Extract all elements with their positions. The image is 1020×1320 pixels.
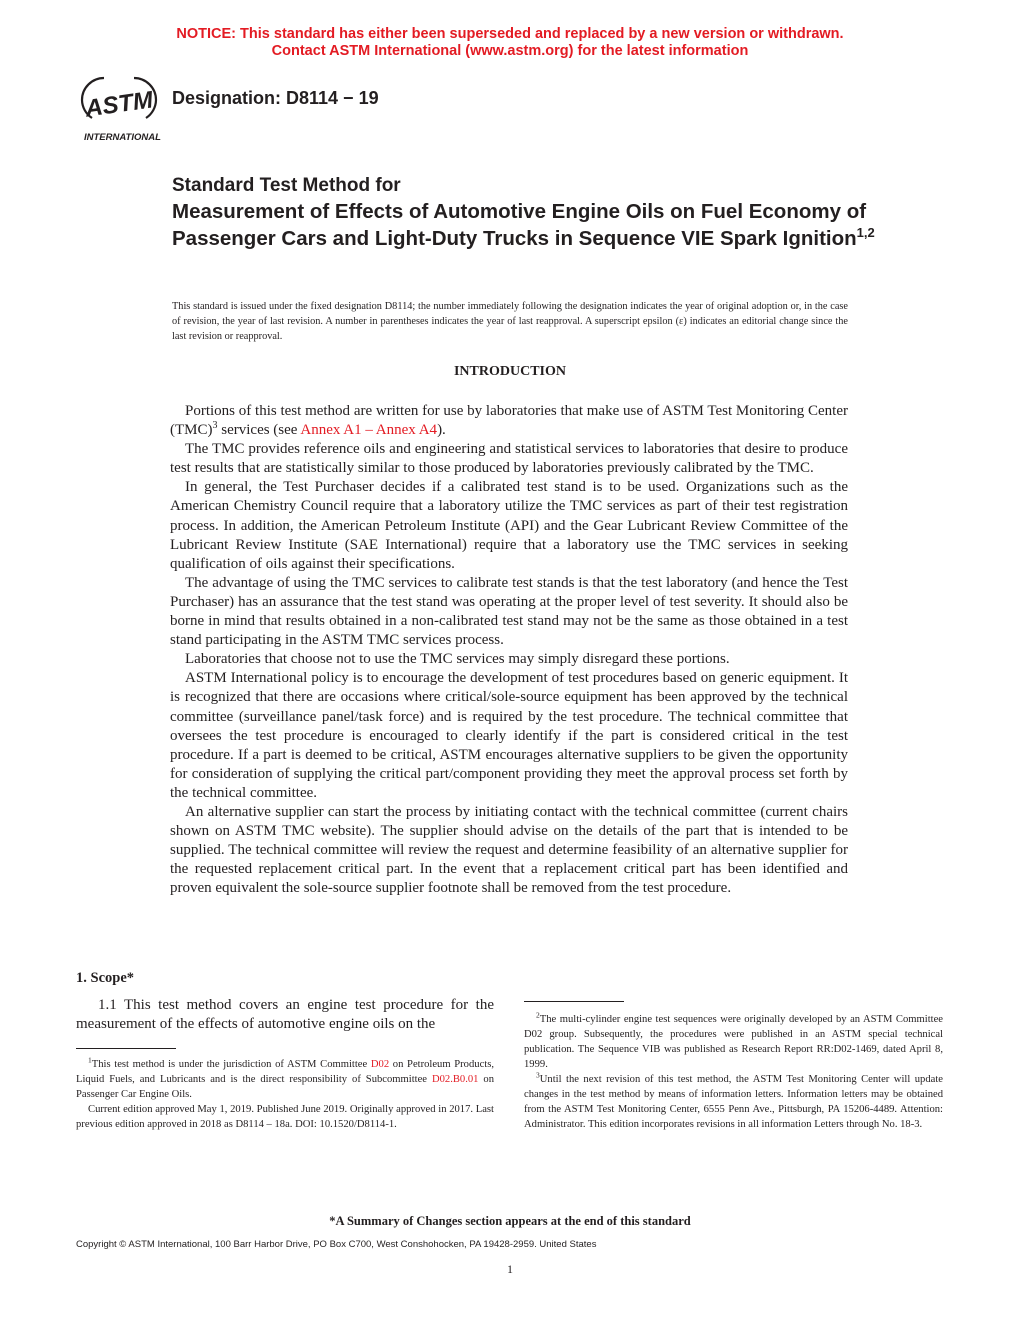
superseded-notice (0, 26, 1020, 60)
introduction-body (170, 402, 848, 898)
footnote-1: $^1$This test method is under the jurisdiction of ASTM Committee D02 on Petroleum Products, Liquid Fuels, and Lubricants and is the direct responsibility of Subcommittee D02.B0.01 on Passenger Car Engine Oils. (76, 1055, 495, 1100)
title-prefix: Standard Test Method for (172, 175, 401, 196)
designation: Designation: D8114 − 19 (172, 88, 379, 108)
intro-paragraph: The TMC provides reference oils and engineering and statistical services to laboratories that desire to produce test results that are statistically similar to those produced by laboratories previously calibrated by the TMC. (170, 441, 848, 477)
title-main (172, 198, 892, 252)
summary-of-changes-note: *A Summary of Changes section appears at the end of this standard (329, 1214, 691, 1228)
notice-line-2: Contact ASTM International (www.astm.org) for the latest information (271, 43, 749, 59)
astm-logo-subtext: INTERNATIONAL (84, 132, 161, 143)
subcommittee-link[interactable]: D02.B0.01 (431, 1074, 479, 1085)
footnotes-left (76, 1057, 494, 1132)
introduction-heading: INTRODUCTION (453, 364, 566, 379)
committee-link[interactable]: D02 (370, 1059, 390, 1070)
intro-paragraph: An alternative supplier can start the process by initiating contact with the technical committee (current chairs shown on ASTM TMC website). The supplier should advise on the details of the part that is intended to be supplied. The technical committee will review the request and determine feasibility of an alternative supplier for the requested replacement critical part. In the event that a replacement critical part has been identified and proven equivalent the sole-source supplier footnote shall be removed from the test procedure. (170, 803, 848, 897)
footnote-divider-right (524, 1001, 624, 1002)
astm-logo-text: ASTM (83, 86, 155, 123)
footnote-3: $^3$Until the next revision of this test method, the ASTM Test Monitoring Center will update changes in the test method by means of information letters. Information letters may be obtained from the ASTM Test Monitoring Center, 6555 Penn Ave., Pittsburgh, PA 15206-4489. Attention: Administrator. This edition incorporates revisions in all information Letters through No. 18-3. (524, 1070, 943, 1130)
scope-paragraph-1-1: 1.1 This test method covers an engine test procedure for the measurement of the effects of automotive engine oils on the (76, 997, 494, 1033)
astm-logo (74, 72, 164, 148)
document-title (172, 174, 892, 252)
page-number: 1 (507, 1262, 513, 1276)
intro-paragraph: The advantage of using the TMC services to calibrate test stands is that the test laboratory (and hence the Test Purchaser) has an assurance that the test stand was operating at the proper level of test severity. It should also be borne in mind that results obtained in a non-calibrated test stand may not be the same as those obtained in a test stand participating in the ASTM TMC services process. (170, 574, 848, 649)
notice-line-1: NOTICE: This standard has either been superseded and replaced by a new version or withdrawn. (176, 26, 844, 42)
footnote-1-edition: Current edition approved May 1, 2019. Published June 2019. Originally approved in 2017. Last previous edition approved in 2018 as D8114 – 18a. DOI: 10.1520/D8114-1. (76, 1104, 494, 1130)
scope-section (76, 996, 494, 1034)
title-text: Measurement of Effects of Automotive Engine Oils on Fuel Economy of Passenger Cars and Light-Duty Trucks in Sequence VIE Spark Ignition (172, 200, 867, 250)
annex-link[interactable]: Annex A1 – Annex A4 (300, 422, 438, 439)
footnote-2: $^2$The multi-cylinder engine test sequences were originally developed by an ASTM Committee D02 group. Subsequently, the procedures were published in an ASTM special technical publication. The Sequence VIB was published as Research Report RR:D02-1469, dated April 8, 1999. (524, 1010, 943, 1070)
footnote-ref-3[interactable]: 3 (212, 420, 218, 432)
intro-paragraph: Portions of this test method are written for use by laboratories that make use of ASTM Test Monitoring Center (TMC)$^3$ services (see Annex A1 – Annex A4). (170, 403, 848, 439)
title-footnote-ref[interactable]: 1,2 (856, 225, 875, 240)
intro-paragraph: Laboratories that choose not to use the TMC services may simply disregard these portions. (185, 651, 730, 668)
issue-note: This standard is issued under the fixed designation D8114; the number immediately following the designation indicates the year of original adoption or, in the case of revision, the year of last revision. A number in parentheses indicates the year of last reapproval. A superscript epsilon (ε) indicates an editorial change since the last revision or reapproval. (172, 301, 848, 342)
footnote-divider-left (76, 1048, 176, 1049)
scope-heading: 1. Scope* (76, 970, 134, 986)
copyright-line: Copyright © ASTM International, 100 Barr Harbor Drive, PO Box C700, West Conshohocken, PA 19428-2959. United States (76, 1239, 597, 1250)
intro-paragraph: ASTM International policy is to encourage the development of test procedures based on generic equipment. It is recognized that there are occasions where critical/sole-source equipment has been approved by the technical committee (surveillance panel/task force) and is required by the test procedure. The technical committee that oversees the test procedure is encouraged to clearly identify if the part is considered critical in the test procedure. If a part is deemed to be critical, ASTM encourages alternative suppliers to be given the opportunity for consideration of supplying the critical part/component providing they meet the approval process set forth by the technical committee. (170, 670, 848, 801)
footnotes-right (524, 1012, 943, 1132)
intro-paragraph: In general, the Test Purchaser decides if a calibrated test stand is to be used. Organizations such as the American Chemistry Council require that a laboratory utilize the TMC services as part of their test registration process. In addition, the American Petroleum Institute (API) and the Gear Lubricant Review Committee of the Lubricant Review Institute (SAE International) require that a laboratory use the TMC services in seeking qualification of oils against their specifications. (170, 479, 848, 572)
